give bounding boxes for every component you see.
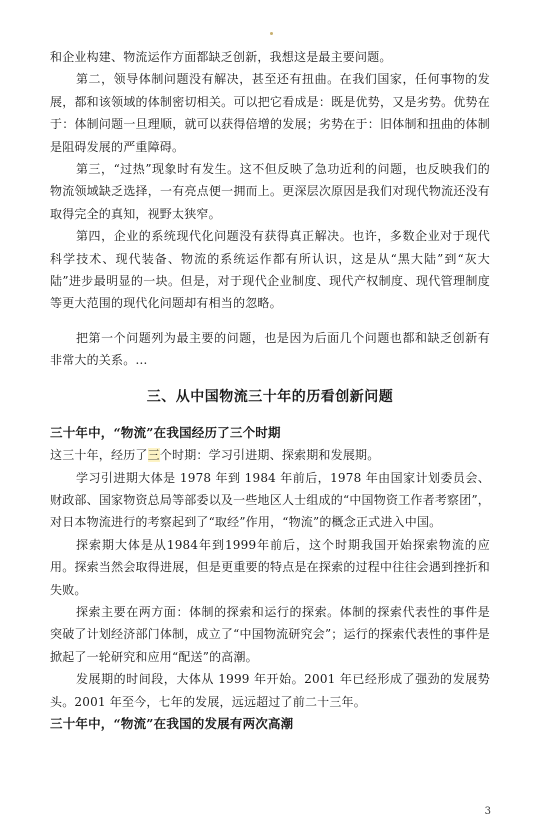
periods-intro-b: 个时期：学习引进期、探索期和发展期。	[159, 448, 380, 463]
paragraph-5: 把第一个问题列为最主要的问题，也是因为后面几个问题也都和缺乏创新有非常大的关系。…	[50, 330, 490, 368]
paragraph-gap	[50, 315, 490, 327]
periods-intro	[50, 444, 490, 466]
section-heading: 三、从中国物流三十年的历看创新问题	[146, 388, 394, 405]
subheading-three-periods: 三十年中，“物流”在我国经历了三个时期	[50, 424, 281, 440]
periods-intro-a: 这三十年，经历了	[50, 448, 148, 463]
scan-mark	[270, 32, 273, 35]
periods-intro-highlight: 三	[147, 448, 160, 463]
document-body	[50, 46, 490, 735]
subheading-two-peaks: 三十年中，“物流”在我国的发展有两次高潮	[50, 715, 294, 731]
paragraph-2: 第二，领导体制问题没有解决，甚至还有扭曲。在我们国家，任何事物的发展，都和该领域的体制密切相关。可以把它看成是：既是优势，又是劣势。优势在于：体制问题一旦理顺，就可以获得倍增的发展；劣势在于：旧体制和扭曲的体制是阻碍发展的严重障碍。	[50, 72, 490, 154]
paragraph-development-period: 发展期的时间段，大体从 1999 年开始。2001 年已经形成了强劲的发展势头。2001 年至今，七年的发展，远远超过了前二十三年。	[50, 672, 490, 709]
paragraph-1: 和企业构建、物流运作方面都缺乏创新，我想这是最主要问题。	[50, 50, 392, 64]
paragraph-3: 第三，“过热”现象时有发生。这不但反映了急功近利的问题，也反映我们的物流领域缺乏选择，一有亮点便一拥而上。更深层次原因是我们对现代物流还没有取得完全的真知，视野太狭窄。	[50, 162, 490, 221]
paragraph-exploration-aspects: 探索主要在两方面：体制的探索和运行的探索。体制的探索代表性的事件是突破了计划经济部门体制，成立了“中国物流研究会”；运行的探索代表性的事件是掀起了一轮研究和应用“配送”的高潮。	[50, 604, 490, 664]
paragraph-exploration-period: 探索期大体是从1984年到1999年前后，这个时期我国开始探索物流的应用。探索当然会取得进展，但是更重要的特点是在探索的过程中往往会遇到挫折和失败。	[50, 537, 490, 597]
page-number: 3	[484, 806, 491, 817]
paragraph-4: 第四，企业的系统现代化问题没有获得真正解决。也许，多数企业对于现代科学技术、现代装备、物流的系统运作都有所认识，这是从“黑大陆”到“灰大陆”进步最明显的一块。但是，对于现代企业制度、现代产权制度、现代管理制度等更大范围的现代化问题却有相当的忽略。	[50, 229, 490, 311]
paragraph-learning-period: 学习引进期大体是 1978 年到 1984 年前后，1978 年由国家计划委员会、财政部、国家物资总局等部委以及一些地区人士组成的“中国物资工作者考察团”，对日本物流进行的考察起到了“取经”作用，“物流”的概念正式进入中国。	[50, 470, 490, 530]
